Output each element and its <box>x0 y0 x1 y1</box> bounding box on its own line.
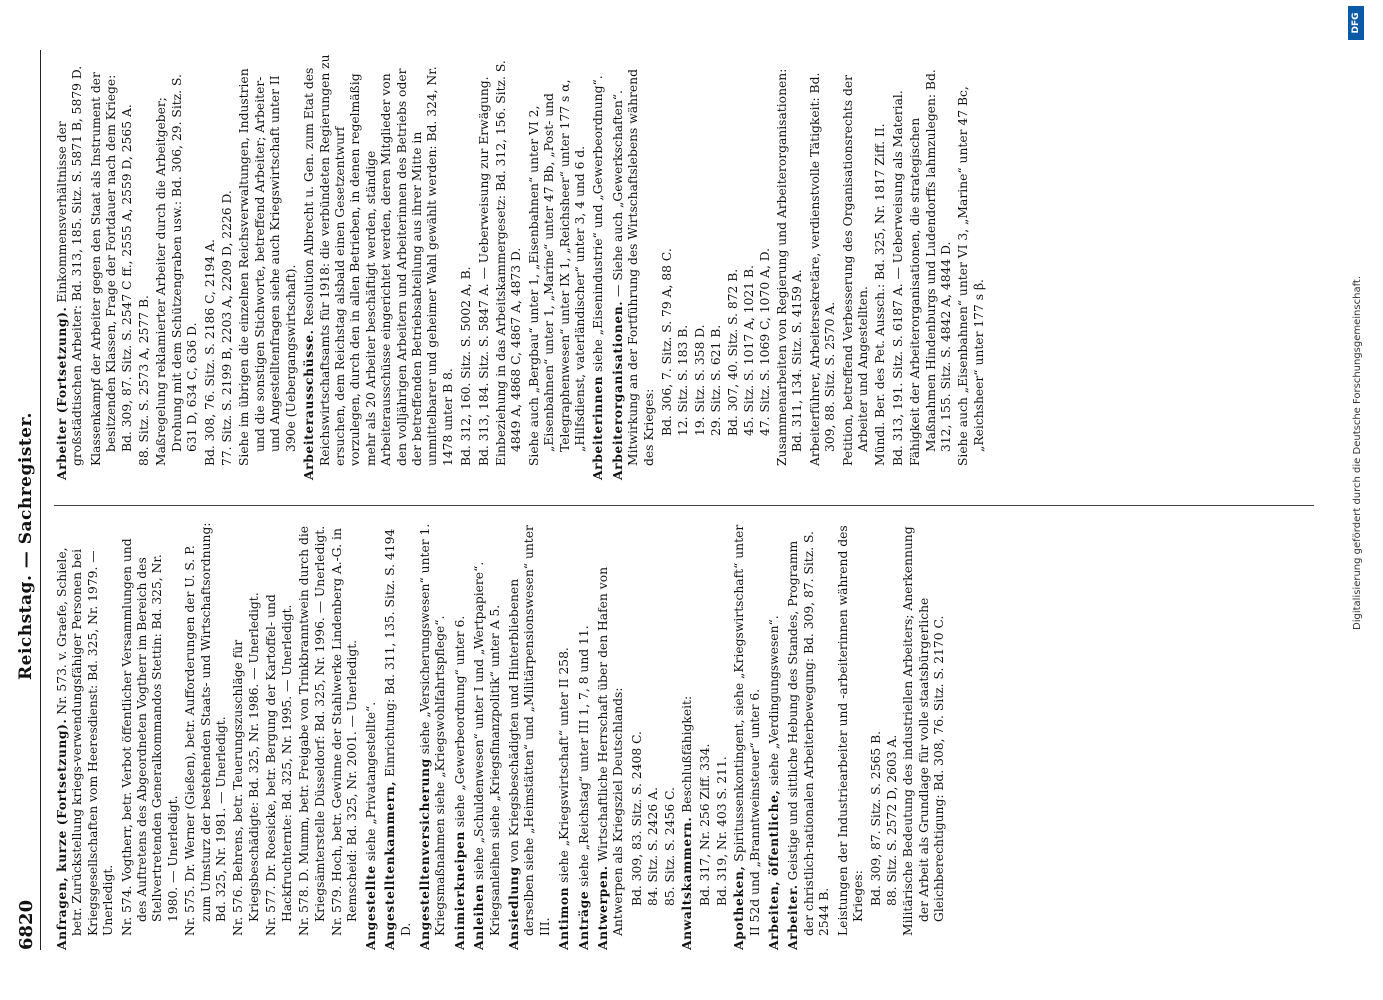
entry-reference: 29. Sitz. S. 621 B. <box>709 324 724 436</box>
right-column <box>54 52 989 480</box>
entry-reference: 88. Sitz. S. 2572 D, 2603 A. <box>884 734 899 906</box>
index-entry <box>679 522 695 950</box>
entry-text: Nr. 573. v. Graefe, Schiele, betr. Zurückstellung kriegs-verwendungsfähiger Personen bei Kriegsgesellschaften vom Heeresdienst: Bd. 325, Nr. 1979. — Unerledigt. <box>55 547 116 936</box>
entry-text: siehe „Schuldenwesen“ unter I und „Wertpapiere“. Kriegsanleihen siehe „Kriegsfinanzpolitik“ unter A 5. <box>472 561 502 936</box>
index-entry <box>382 522 414 950</box>
index-entry <box>766 522 782 950</box>
entry-heading: Anwaltskammern. <box>679 816 695 950</box>
index-entry <box>785 522 832 950</box>
entry-subtext: Bd. 313, 191. Sitz. S. 6187 A. — Ueberweisung als Material. <box>890 90 905 466</box>
header-rule <box>40 50 41 950</box>
index-entry <box>301 52 456 480</box>
entry-subtext: 77. Sitz. S. 2199 B, 2203 A, 2209 D, 2226 D. <box>220 190 235 466</box>
entry-heading: Apotheken, <box>731 865 747 950</box>
index-entry <box>576 522 592 950</box>
entry-reference: Bd. 319, Nr. 403 S. 211. <box>714 756 729 906</box>
entry-subtext: Siehe auch „Eisenbahnen“ unter VI 3, „Marine“ unter 47 Bc, „Reichsheer“ unter 177 s β. <box>956 86 986 466</box>
entry-reference: Bd. 317, Nr. 256 Ziff. 334. <box>698 743 713 906</box>
entry-text: siehe „Privatangestellte“. <box>363 701 378 862</box>
entry-text: von Kriegsbeschädigten und Hinterbliebenen derselben siehe „Heimstätten“ und „Militärpensionswesen“ unter III. <box>506 525 552 936</box>
entry-heading: Angestellte <box>362 865 378 950</box>
index-entry <box>610 52 657 480</box>
entry-text: — Siehe auch „Gewerkschaften“. Mitwirkung an der Fortführung des Wirtschaftslebens während des Krieges: <box>610 69 656 466</box>
entry-heading: Arbeiten, öffentliche, <box>766 789 782 950</box>
entry-reference: Bd. 307, 40. Sitz. S. 872 B. <box>725 268 740 436</box>
entry-subtext: Mündl. Ber. des Pet. Aussch.: Bd. 325, Nr. 1817 Ziff. II. <box>873 123 888 466</box>
entry-text: Spiritussenkontingent, siehe „Kriegswirtschaft“ unter II 52d und „Branntweinsteuer“ unter 6. <box>732 524 762 936</box>
entry-heading: Angestelltenversicherung <box>416 758 432 950</box>
entry-subtext: Nr. 579. Hoch, betr. Gewinne der Stahlwerke Lindenberg A.-G. in Remscheid: Bd. 325, Nr. 2001. — Unerledigt. <box>329 528 360 936</box>
page-number: 6820 <box>16 899 37 950</box>
entry-text: siehe „Reichstag“ unter III 1, 7, 8 und 11. <box>576 625 591 887</box>
entry-heading: Arbeiter (Fortsetzung). <box>54 306 69 480</box>
index-entry <box>595 522 627 950</box>
entry-subtext: Klassenkampf der Arbeiter gegen den Staat als Instrument der besitzenden Klassen, Frage der Fortdauer nach dem Kriege: Bd. 309, 87. Sitz. S. 2547 C ff., 2555 A, 2559 D, 2565 A. <box>88 72 134 466</box>
column-divider <box>54 505 1314 506</box>
entry-reference: 84. Sitz. S. 2426 A. <box>646 787 661 906</box>
entry-heading: Arbeiterorganisationen. <box>609 300 625 480</box>
left-column <box>54 522 950 950</box>
entry-heading: Arbeiterausschüsse. <box>301 329 317 480</box>
entry-text: Einrichtung: Bd. 311, 135. Sitz. S. 4194 D. <box>383 528 413 936</box>
entry-subtext: Bd. 313, 184. Sitz. S. 5847 A. — Ueberweisung zur Erwägung. <box>476 76 491 466</box>
entry-subtext: Nr. 575. Dr. Werner (Gießen), betr. Aufforderungen der U. S. P. zum Umsturz der bestehenden Staats- und Wirtschaftsordnung: Bd. 325, Nr. 1981. — Unerledigt. <box>183 522 229 936</box>
entry-text: siehe „Versicherungswesen“ unter 1. Kriegsmaßnahmen siehe „Kriegswohlfahrtspflege“. <box>417 523 448 936</box>
entry-text: Wirtschaftliche Herrschaft über den Hafen von Antwerpen als Kriegsziel Deutschlands: <box>596 566 626 936</box>
entry-reference: 19. Sitz. S. 358 D. <box>692 324 707 436</box>
entry-text: siehe „Eisenindustrie“ und „Gewerbeordnung“. <box>591 75 606 372</box>
index-entry <box>556 522 572 950</box>
index-entry <box>54 522 117 950</box>
index-entry <box>417 522 449 950</box>
page-title: Reichstag. — Sachregister. <box>16 412 36 680</box>
index-entry <box>363 522 379 950</box>
entry-subtext: Bd. 312, 160. Sitz. S. 5002 A, B. <box>459 266 474 466</box>
footer-credit: Digitalisierung gefördert durch die Deutsche Forschungsgemeinschaft. <box>1352 275 1363 630</box>
entry-subtext: 88. Sitz. S. 2573 A, 2577 B. <box>137 295 152 466</box>
entry-heading: Arbeiter. <box>785 884 801 950</box>
entry-text: Beschlußfähigkeit: <box>680 695 695 813</box>
entry-subtext: Fähigkeit der Arbeiterorganisationen, die strategischen Maßnahmen Hindenburgs und Ludendorffs lahmzulegen: Bd. 312, 155. Sitz. S. 4842 A, 4844 D. <box>908 69 953 466</box>
entry-heading: Anfragen, kurze (Fortsetzung). <box>54 718 69 950</box>
page-header <box>10 50 50 950</box>
index-entry <box>452 522 468 950</box>
index-entry <box>590 52 606 480</box>
entry-text: siehe „Gewerbeordnung“ unter 6. <box>452 615 467 828</box>
entry-subtext: Siehe im übrigen die einzelnen Reichsverwaltungen, Industrien und die sonstigen Stichworte, betreffend Arbeiter; Arbeiter- und Angestelltenfragen siehe auch Kriegswirtschaft unter II 390e (Uebergangswirtschaft). <box>237 68 298 466</box>
entry-subtext: Petition, betreffend Verbesserung des Organisationsrechts der Arbeiter und Angestellten. <box>840 75 870 466</box>
entry-reference: Bd. 309, 83. Sitz. S. 2408 C. <box>629 731 644 906</box>
entry-text: siehe „Kriegswirtschaft“ unter II 258. <box>557 647 572 883</box>
entry-heading: Angestelltenkammern, <box>382 780 398 950</box>
entry-subtext: Nr. 577. Dr. Roesicke, betr. Bergung der Kartoffel- und Hackfruchternte: Bd. 325, Nr. 1995. — Unerledigt. <box>264 594 294 936</box>
entry-heading: Antimon <box>556 886 572 950</box>
page-footer <box>1330 0 1370 1000</box>
entry-heading: Animierkneipen <box>451 831 467 950</box>
entry-subtext: Nr. 576. Behrens, betr. Teuerungszuschläge für Kriegsbeschädigte: Bd. 325, Nr. 1986. — Unerledigt. <box>231 592 261 936</box>
entry-reference: 85. Sitz. S. 2456 C. <box>662 787 677 906</box>
dfg-logo: DFG <box>1348 6 1364 40</box>
entry-reference: Bd. 306, 7. Sitz. S. 79 A, 88 C. <box>660 248 675 436</box>
entry-heading: Ansiedlung <box>505 866 521 950</box>
entry-reference: 45. Sitz. S. 1017 A, 1021 B. <box>742 265 757 436</box>
entry-reference: 47. Sitz. S. 1069 C, 1070 A, D. <box>758 247 773 436</box>
index-entry <box>471 522 503 950</box>
entry-subtext: Arbeiterführer, Arbeitersekretäre, verdienstvolle Tätigkeit: Bd. 309, 88. Sitz. S. 2570 A. <box>807 72 838 466</box>
entry-subtext: Maßregelung reklamierter Arbeiter durch die Arbeitgeber; Drohung mit dem Schützengraben usw.: Bd. 306, 29. Sitz. S. 631 D, 634 C, 636 D. <box>154 74 200 466</box>
entry-heading: Antwerpen. <box>595 865 610 950</box>
entry-heading: Anleihen <box>471 883 487 950</box>
entry-text: Geistige und sittliche Hebung des Standes, Programm der christlich-nationalen Arbeiterbewegung: Bd. 309, 87. Sitz. S. 2544 B. <box>786 531 832 936</box>
entry-text: siehe „Verdingungswesen“. <box>767 615 782 786</box>
entry-heading: Arbeiterinnen <box>590 375 606 480</box>
entry-subtext: Nr. 574. Vogtherr, betr. Verbot öffentlicher Versammlungen und des Auftretens des Abgeordneten Vogtherr im Bereich des Stellvertretenden Generalkommandos Stettin: Bd. 325, Nr. 1980. — Unerledigt. <box>119 538 180 936</box>
entry-subtext: Zusammenarbeiten von Regierung und Arbeiterorganisationen: Bd. 311, 134. Sitz. S. 4159 A. <box>774 68 805 466</box>
index-entry <box>731 522 763 950</box>
entry-text: Resolution Albrecht u. Gen. zum Etat des Reichswirtschaftsamts für 1918: die verbündeten Regierungen zu ersuchen, dem Reichstag alsbald einen Gesetzentwurf vorzulegen, durch den in allen Betrieben, in denen regelmäßig mehr als 20 Arbeiter beschäftigt werden, ständige Arbeiterausschüsse eingerichtet werden, deren Mitglieder von den volljährigen Arbeitern und Arbeiterinnen des Betriebs oder der betreffenden Betriebsabteilung aus ihrer Mitte in unmittelbarer und geheimer Wahl gewählt werden: Bd. 324, Nr. 1478 unter B 8. <box>302 54 455 466</box>
entry-subtext: Leistungen der Industriearbeiter und -arbeiterinnen während des Krieges: <box>835 525 866 936</box>
entry-heading: Anträge <box>575 890 591 950</box>
entry-text: Einkommensverhältnisse der großstädtischen Arbeiter: Bd. 313, 185. Sitz. S. 5871 B, 5879 D. <box>55 65 85 466</box>
entry-subtext: Nr. 578. D. Mumm, betr. Freigabe von Trinkbranntwein durch die Kriegsämterstelle Düsseldorf: Bd. 325, Nr. 1996. — Unerledigt. <box>297 525 327 936</box>
entry-reference: 12. Sitz. S. 183 B. <box>676 324 691 436</box>
entry-reference: Bd. 309, 87. Sitz. S. 2565 B. <box>868 730 883 906</box>
entry-subtext: Einbeziehung in das Arbeitskammergesetz: Bd. 312, 156. Sitz. S. 4849 A, 4868 C, 4867 A, 4873 D. <box>493 60 524 466</box>
entry-subtext: Siehe auch „Bergbau“ unter 1, „Eisenbahnen“ unter VI 2, „Eisenbahnen“ unter 1, „Marine“ unter 47 Bb, „Post- und Telegraphenwesen“ unter IX 1, „Reichsheer“ unter 177 s α, „Hilfsdienst, vaterländischer“ unter 3, 4 und 6 d. <box>526 79 587 466</box>
index-entry <box>54 52 86 480</box>
index-entry <box>506 522 553 950</box>
entry-subtext: Militärische Bedeutung des industriellen Arbeiters; Anerkennung der Arbeit als Grundlage für volle staatsbürgerliche Gleichberechtigung: Bd. 308, 76. Sitz. S. 2170 C. <box>901 526 947 936</box>
entry-subtext: Bd. 308, 76. Sitz. S. 2186 C, 2194 A. <box>202 239 217 466</box>
